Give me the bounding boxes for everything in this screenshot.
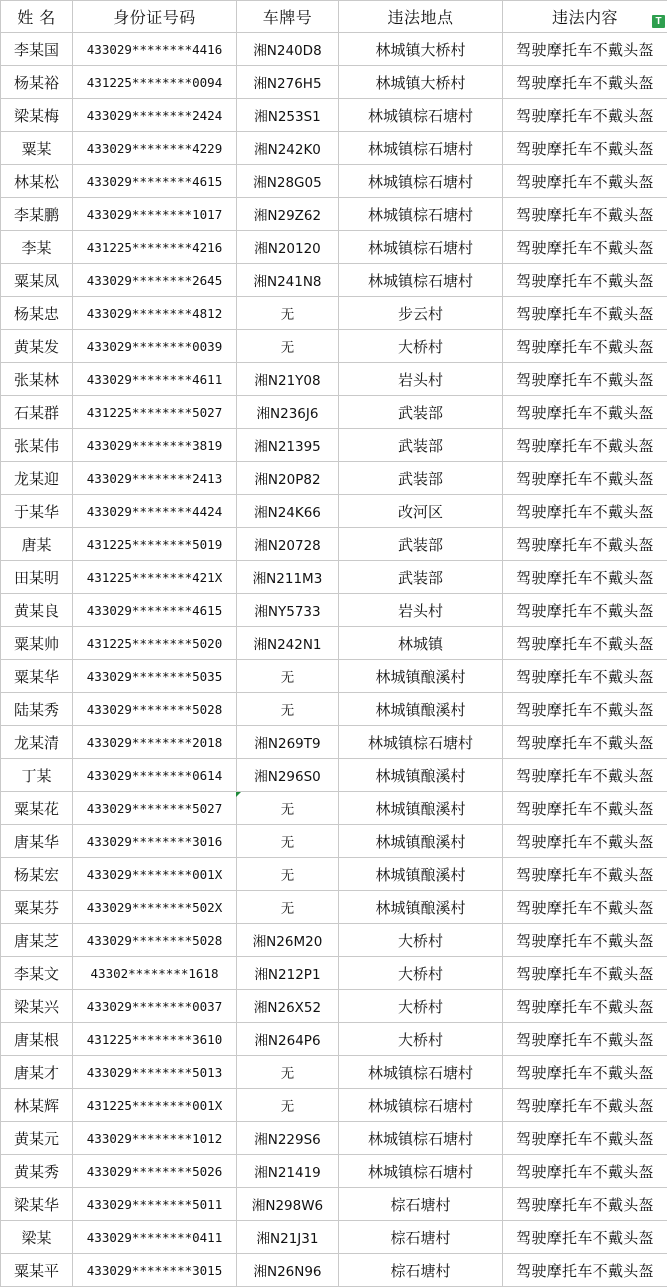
table-row bbox=[1, 1122, 667, 1155]
cell-name[interactable]: 林某辉 bbox=[1, 1089, 73, 1122]
cell-content[interactable]: 驾驶摩托车不戴头盔 bbox=[503, 759, 667, 792]
cell-plate[interactable]: 湘N269T9 bbox=[237, 726, 339, 759]
table-row bbox=[1, 891, 667, 924]
cell-name[interactable]: 林某松 bbox=[1, 165, 73, 198]
cell-name[interactable]: 田某明 bbox=[1, 561, 73, 594]
cell-content[interactable]: 驾驶摩托车不戴头盔 bbox=[503, 561, 667, 594]
cell-name[interactable]: 丁某 bbox=[1, 759, 73, 792]
cell-location[interactable]: 林城镇棕石塘村 bbox=[339, 231, 503, 264]
cell-id-number[interactable]: 433029********0037 bbox=[73, 990, 237, 1023]
cell-name[interactable]: 陆某秀 bbox=[1, 693, 73, 726]
cell-id-number[interactable]: 431225********5020 bbox=[73, 627, 237, 660]
cell-content[interactable]: 驾驶摩托车不戴头盔 bbox=[503, 1221, 667, 1254]
cell-id-number[interactable]: 433029********4424 bbox=[73, 495, 237, 528]
cell-name[interactable]: 唐某根 bbox=[1, 1023, 73, 1056]
cell-location[interactable]: 大桥村 bbox=[339, 990, 503, 1023]
cell-location[interactable]: 大桥村 bbox=[339, 1023, 503, 1056]
cell-content[interactable]: 驾驶摩托车不戴头盔 bbox=[503, 858, 667, 891]
cell-id-number[interactable]: 433029********2018 bbox=[73, 726, 237, 759]
cell-id-number[interactable]: 433029********3016 bbox=[73, 825, 237, 858]
cell-content[interactable]: 驾驶摩托车不戴头盔 bbox=[503, 264, 667, 297]
cell-location[interactable]: 林城镇棕石塘村 bbox=[339, 165, 503, 198]
cell-plate[interactable]: 湘N21Y08 bbox=[237, 363, 339, 396]
cell-plate[interactable]: 湘N28G05 bbox=[237, 165, 339, 198]
cell-name[interactable]: 龙某迎 bbox=[1, 462, 73, 495]
table-row bbox=[1, 1155, 667, 1188]
cell-content[interactable]: 驾驶摩托车不戴头盔 bbox=[503, 1155, 667, 1188]
cell-id-number[interactable]: 433029********5026 bbox=[73, 1155, 237, 1188]
cell-location[interactable]: 林城镇大桥村 bbox=[339, 66, 503, 99]
cell-location[interactable]: 武装部 bbox=[339, 429, 503, 462]
cell-id-number[interactable]: 431225********4216 bbox=[73, 231, 237, 264]
cell-location[interactable]: 武装部 bbox=[339, 528, 503, 561]
cell-id-number[interactable]: 431225********001X bbox=[73, 1089, 237, 1122]
cell-location[interactable]: 武装部 bbox=[339, 462, 503, 495]
table-row bbox=[1, 660, 667, 693]
cell-id-number[interactable]: 433029********1017 bbox=[73, 198, 237, 231]
table-row bbox=[1, 165, 667, 198]
cell-plate[interactable]: 湘N211M3 bbox=[237, 561, 339, 594]
cell-location[interactable]: 林城镇酿溪村 bbox=[339, 891, 503, 924]
cell-location[interactable]: 大桥村 bbox=[339, 924, 503, 957]
cell-name[interactable]: 李某 bbox=[1, 231, 73, 264]
table-row bbox=[1, 594, 667, 627]
cell-id-number[interactable]: 433029********0614 bbox=[73, 759, 237, 792]
cell-id-number[interactable]: 433029********001X bbox=[73, 858, 237, 891]
cell-plate[interactable]: 湘N21J31 bbox=[237, 1221, 339, 1254]
cell-location[interactable]: 林城镇 bbox=[339, 627, 503, 660]
cell-id-number[interactable]: 433029********5013 bbox=[73, 1056, 237, 1089]
cell-content[interactable]: 驾驶摩托车不戴头盔 bbox=[503, 693, 667, 726]
cell-plate[interactable]: 无 bbox=[237, 792, 339, 825]
cell-content[interactable]: 驾驶摩托车不戴头盔 bbox=[503, 1089, 667, 1122]
cell-plate[interactable]: 湘N26M20 bbox=[237, 924, 339, 957]
cell-id-number[interactable]: 433029********2424 bbox=[73, 99, 237, 132]
cell-plate[interactable]: 湘N24K66 bbox=[237, 495, 339, 528]
cell-location[interactable]: 林城镇酿溪村 bbox=[339, 660, 503, 693]
cell-content[interactable]: 驾驶摩托车不戴头盔 bbox=[503, 363, 667, 396]
cell-name[interactable]: 杨某忠 bbox=[1, 297, 73, 330]
cell-plate[interactable]: 无 bbox=[237, 693, 339, 726]
cell-plate[interactable]: 湘N229S6 bbox=[237, 1122, 339, 1155]
cell-id-number[interactable]: 433029********3819 bbox=[73, 429, 237, 462]
cell-location[interactable]: 林城镇棕石塘村 bbox=[339, 99, 503, 132]
cell-name[interactable]: 张某林 bbox=[1, 363, 73, 396]
cell-name[interactable]: 粟某华 bbox=[1, 660, 73, 693]
cell-id-number[interactable]: 43302********1618 bbox=[73, 957, 237, 990]
cell-name[interactable]: 粟某 bbox=[1, 132, 73, 165]
table-row bbox=[1, 330, 667, 363]
cell-location[interactable]: 林城镇酿溪村 bbox=[339, 858, 503, 891]
cell-name[interactable]: 梁某兴 bbox=[1, 990, 73, 1023]
cell-content[interactable]: 驾驶摩托车不戴头盔 bbox=[503, 825, 667, 858]
cell-name[interactable]: 梁某 bbox=[1, 1221, 73, 1254]
cell-id-number[interactable]: 433029********502X bbox=[73, 891, 237, 924]
cell-plate[interactable]: 湘N276H5 bbox=[237, 66, 339, 99]
cell-id-number[interactable]: 433029********4812 bbox=[73, 297, 237, 330]
cell-plate[interactable]: 湘N20728 bbox=[237, 528, 339, 561]
cell-plate[interactable]: 湘N264P6 bbox=[237, 1023, 339, 1056]
cell-location[interactable]: 大桥村 bbox=[339, 330, 503, 363]
cell-name[interactable]: 唐某 bbox=[1, 528, 73, 561]
cell-id-number[interactable]: 433029********0411 bbox=[73, 1221, 237, 1254]
cell-id-number[interactable]: 433029********5028 bbox=[73, 924, 237, 957]
cell-name[interactable]: 杨某裕 bbox=[1, 66, 73, 99]
cell-name[interactable]: 唐某芝 bbox=[1, 924, 73, 957]
cell-plate[interactable]: 无 bbox=[237, 660, 339, 693]
cell-location[interactable]: 棕石塘村 bbox=[339, 1188, 503, 1221]
cell-content[interactable]: 驾驶摩托车不戴头盔 bbox=[503, 726, 667, 759]
cell-name[interactable]: 李某文 bbox=[1, 957, 73, 990]
cell-content[interactable]: 驾驶摩托车不戴头盔 bbox=[503, 1122, 667, 1155]
cell-content[interactable]: 驾驶摩托车不戴头盔 bbox=[503, 198, 667, 231]
cell-name[interactable]: 李某国 bbox=[1, 33, 73, 66]
cell-location[interactable]: 林城镇酿溪村 bbox=[339, 792, 503, 825]
cell-location[interactable]: 棕石塘村 bbox=[339, 1254, 503, 1287]
header-id-number[interactable]: 身份证号码 bbox=[73, 1, 237, 33]
table-row bbox=[1, 528, 667, 561]
cell-content[interactable]: 驾驶摩托车不戴头盔 bbox=[503, 165, 667, 198]
cell-content[interactable]: 驾驶摩托车不戴头盔 bbox=[503, 1188, 667, 1221]
cell-comment-marker-icon bbox=[236, 792, 241, 797]
cell-id-number[interactable]: 433029********1012 bbox=[73, 1122, 237, 1155]
table-row bbox=[1, 990, 667, 1023]
cell-name[interactable]: 黄某良 bbox=[1, 594, 73, 627]
cell-content[interactable]: 驾驶摩托车不戴头盔 bbox=[503, 1056, 667, 1089]
cell-content[interactable]: 驾驶摩托车不戴头盔 bbox=[503, 891, 667, 924]
cell-location[interactable]: 林城镇棕石塘村 bbox=[339, 1122, 503, 1155]
table-row bbox=[1, 825, 667, 858]
cell-location[interactable]: 林城镇大桥村 bbox=[339, 33, 503, 66]
cell-location[interactable]: 林城镇棕石塘村 bbox=[339, 1056, 503, 1089]
header-row bbox=[1, 1, 667, 33]
table-row bbox=[1, 561, 667, 594]
cell-location[interactable]: 岩头村 bbox=[339, 363, 503, 396]
table-row bbox=[1, 462, 667, 495]
cell-content[interactable]: 驾驶摩托车不戴头盔 bbox=[503, 462, 667, 495]
table-row bbox=[1, 924, 667, 957]
cell-name[interactable]: 张某伟 bbox=[1, 429, 73, 462]
table-row bbox=[1, 957, 667, 990]
cell-name[interactable]: 粟某帅 bbox=[1, 627, 73, 660]
cell-plate[interactable]: 湘N212P1 bbox=[237, 957, 339, 990]
cell-id-number[interactable]: 433029********4416 bbox=[73, 33, 237, 66]
cell-location[interactable]: 林城镇棕石塘村 bbox=[339, 132, 503, 165]
cell-content[interactable]: 驾驶摩托车不戴头盔 bbox=[503, 429, 667, 462]
cell-name[interactable]: 粟某平 bbox=[1, 1254, 73, 1287]
cell-name[interactable]: 石某群 bbox=[1, 396, 73, 429]
cell-location[interactable]: 大桥村 bbox=[339, 957, 503, 990]
cell-content[interactable]: 驾驶摩托车不戴头盔 bbox=[503, 660, 667, 693]
cell-name[interactable]: 梁某梅 bbox=[1, 99, 73, 132]
cell-plate[interactable]: 湘N236J6 bbox=[237, 396, 339, 429]
table-row bbox=[1, 495, 667, 528]
cell-id-number[interactable]: 431225********5019 bbox=[73, 528, 237, 561]
cell-id-number[interactable]: 433029********2413 bbox=[73, 462, 237, 495]
cell-id-number[interactable]: 433029********5035 bbox=[73, 660, 237, 693]
table-row bbox=[1, 792, 667, 825]
table-row bbox=[1, 33, 667, 66]
cell-name[interactable]: 粟某花 bbox=[1, 792, 73, 825]
cell-content[interactable]: 驾驶摩托车不戴头盔 bbox=[503, 33, 667, 66]
cell-content[interactable]: 驾驶摩托车不戴头盔 bbox=[503, 627, 667, 660]
header-name[interactable]: 姓 名 bbox=[1, 1, 73, 33]
cell-location[interactable]: 岩头村 bbox=[339, 594, 503, 627]
cell-name[interactable]: 杨某宏 bbox=[1, 858, 73, 891]
cell-name[interactable]: 唐某华 bbox=[1, 825, 73, 858]
cell-content[interactable]: 驾驶摩托车不戴头盔 bbox=[503, 66, 667, 99]
cell-content[interactable]: 驾驶摩托车不戴头盔 bbox=[503, 957, 667, 990]
cell-content[interactable]: 驾驶摩托车不戴头盔 bbox=[503, 1254, 667, 1287]
cell-plate[interactable]: 湘N240D8 bbox=[237, 33, 339, 66]
header-location[interactable]: 违法地点 bbox=[339, 1, 503, 33]
cell-location[interactable]: 林城镇棕石塘村 bbox=[339, 264, 503, 297]
cell-location[interactable]: 改河区 bbox=[339, 495, 503, 528]
cell-name[interactable]: 粟某芬 bbox=[1, 891, 73, 924]
cell-name[interactable]: 黄某发 bbox=[1, 330, 73, 363]
cell-id-number[interactable]: 433029********5027 bbox=[73, 792, 237, 825]
cell-plate[interactable]: 湘N26N96 bbox=[237, 1254, 339, 1287]
table-row bbox=[1, 231, 667, 264]
spreadsheet-badge-icon[interactable]: T bbox=[652, 15, 665, 28]
cell-plate[interactable]: 湘N241N8 bbox=[237, 264, 339, 297]
cell-content[interactable]: 驾驶摩托车不戴头盔 bbox=[503, 231, 667, 264]
cell-id-number[interactable]: 433029********4611 bbox=[73, 363, 237, 396]
cell-content[interactable]: 驾驶摩托车不戴头盔 bbox=[503, 1023, 667, 1056]
table-row bbox=[1, 858, 667, 891]
cell-plate[interactable]: 湘NY5733 bbox=[237, 594, 339, 627]
cell-plate[interactable]: 无 bbox=[237, 297, 339, 330]
table-row bbox=[1, 1254, 667, 1287]
table-row bbox=[1, 132, 667, 165]
cell-location[interactable]: 林城镇棕石塘村 bbox=[339, 198, 503, 231]
cell-content[interactable]: 驾驶摩托车不戴头盔 bbox=[503, 792, 667, 825]
cell-name[interactable]: 黄某秀 bbox=[1, 1155, 73, 1188]
cell-name[interactable]: 粟某凤 bbox=[1, 264, 73, 297]
cell-plate[interactable]: 无 bbox=[237, 891, 339, 924]
cell-plate[interactable]: 湘N242K0 bbox=[237, 132, 339, 165]
cell-content[interactable]: 驾驶摩托车不戴头盔 bbox=[503, 330, 667, 363]
cell-id-number[interactable]: 433029********2645 bbox=[73, 264, 237, 297]
table-row bbox=[1, 198, 667, 231]
cell-content[interactable]: 驾驶摩托车不戴头盔 bbox=[503, 99, 667, 132]
cell-plate[interactable]: 湘N20120 bbox=[237, 231, 339, 264]
cell-id-number[interactable]: 431225********5027 bbox=[73, 396, 237, 429]
cell-plate[interactable]: 湘N26X52 bbox=[237, 990, 339, 1023]
cell-content[interactable]: 驾驶摩托车不戴头盔 bbox=[503, 528, 667, 561]
cell-id-number[interactable]: 433029********4615 bbox=[73, 594, 237, 627]
cell-plate[interactable]: 湘N253S1 bbox=[237, 99, 339, 132]
table-body bbox=[1, 33, 667, 1287]
table-row bbox=[1, 1221, 667, 1254]
cell-plate[interactable]: 湘N296S0 bbox=[237, 759, 339, 792]
cell-plate[interactable]: 湘N21395 bbox=[237, 429, 339, 462]
cell-location[interactable]: 林城镇酿溪村 bbox=[339, 825, 503, 858]
cell-content[interactable]: 驾驶摩托车不戴头盔 bbox=[503, 990, 667, 1023]
table-row bbox=[1, 726, 667, 759]
cell-id-number[interactable]: 433029********4615 bbox=[73, 165, 237, 198]
cell-location[interactable]: 林城镇棕石塘村 bbox=[339, 1089, 503, 1122]
cell-location[interactable]: 步云村 bbox=[339, 297, 503, 330]
cell-name[interactable]: 黄某元 bbox=[1, 1122, 73, 1155]
cell-location[interactable]: 武装部 bbox=[339, 561, 503, 594]
cell-location[interactable]: 林城镇棕石塘村 bbox=[339, 1155, 503, 1188]
table-row bbox=[1, 1188, 667, 1221]
header-content[interactable]: 违法内容 bbox=[503, 1, 667, 33]
table-row bbox=[1, 297, 667, 330]
cell-content[interactable]: 驾驶摩托车不戴头盔 bbox=[503, 132, 667, 165]
cell-plate[interactable]: 湘N20P82 bbox=[237, 462, 339, 495]
table-row bbox=[1, 1056, 667, 1089]
cell-id-number[interactable]: 431225********0094 bbox=[73, 66, 237, 99]
cell-plate[interactable]: 无 bbox=[237, 825, 339, 858]
cell-id-number[interactable]: 433029********5011 bbox=[73, 1188, 237, 1221]
cell-content[interactable]: 驾驶摩托车不戴头盔 bbox=[503, 495, 667, 528]
table-row bbox=[1, 627, 667, 660]
cell-content[interactable]: 驾驶摩托车不戴头盔 bbox=[503, 594, 667, 627]
cell-content[interactable]: 驾驶摩托车不戴头盔 bbox=[503, 396, 667, 429]
cell-name[interactable]: 梁某华 bbox=[1, 1188, 73, 1221]
cell-content[interactable]: 驾驶摩托车不戴头盔 bbox=[503, 297, 667, 330]
cell-plate[interactable]: 无 bbox=[237, 1089, 339, 1122]
cell-name[interactable]: 龙某清 bbox=[1, 726, 73, 759]
cell-plate[interactable]: 湘N298W6 bbox=[237, 1188, 339, 1221]
cell-plate[interactable]: 无 bbox=[237, 330, 339, 363]
cell-plate[interactable]: 湘N21419 bbox=[237, 1155, 339, 1188]
table-row bbox=[1, 99, 667, 132]
cell-location[interactable]: 棕石塘村 bbox=[339, 1221, 503, 1254]
cell-id-number[interactable]: 433029********4229 bbox=[73, 132, 237, 165]
cell-content[interactable]: 驾驶摩托车不戴头盔 bbox=[503, 924, 667, 957]
cell-id-number[interactable]: 433029********0039 bbox=[73, 330, 237, 363]
cell-location[interactable]: 林城镇棕石塘村 bbox=[339, 726, 503, 759]
cell-plate[interactable]: 湘N242N1 bbox=[237, 627, 339, 660]
cell-location[interactable]: 林城镇酿溪村 bbox=[339, 693, 503, 726]
cell-plate[interactable]: 湘N29Z62 bbox=[237, 198, 339, 231]
table-row bbox=[1, 396, 667, 429]
cell-location[interactable]: 林城镇酿溪村 bbox=[339, 759, 503, 792]
table-row bbox=[1, 264, 667, 297]
table-row bbox=[1, 693, 667, 726]
cell-id-number[interactable]: 431225********3610 bbox=[73, 1023, 237, 1056]
cell-name[interactable]: 于某华 bbox=[1, 495, 73, 528]
table-row bbox=[1, 429, 667, 462]
table-row bbox=[1, 759, 667, 792]
table-row bbox=[1, 1023, 667, 1056]
cell-name[interactable]: 唐某才 bbox=[1, 1056, 73, 1089]
cell-id-number[interactable]: 433029********5028 bbox=[73, 693, 237, 726]
table-row bbox=[1, 1089, 667, 1122]
table-row bbox=[1, 66, 667, 99]
cell-id-number[interactable]: 433029********3015 bbox=[73, 1254, 237, 1287]
cell-plate[interactable]: 无 bbox=[237, 1056, 339, 1089]
cell-plate[interactable]: 无 bbox=[237, 858, 339, 891]
table-row bbox=[1, 363, 667, 396]
cell-name[interactable]: 李某鹏 bbox=[1, 198, 73, 231]
cell-location[interactable]: 武装部 bbox=[339, 396, 503, 429]
header-plate[interactable]: 车牌号 bbox=[237, 1, 339, 33]
cell-id-number[interactable]: 431225********421X bbox=[73, 561, 237, 594]
